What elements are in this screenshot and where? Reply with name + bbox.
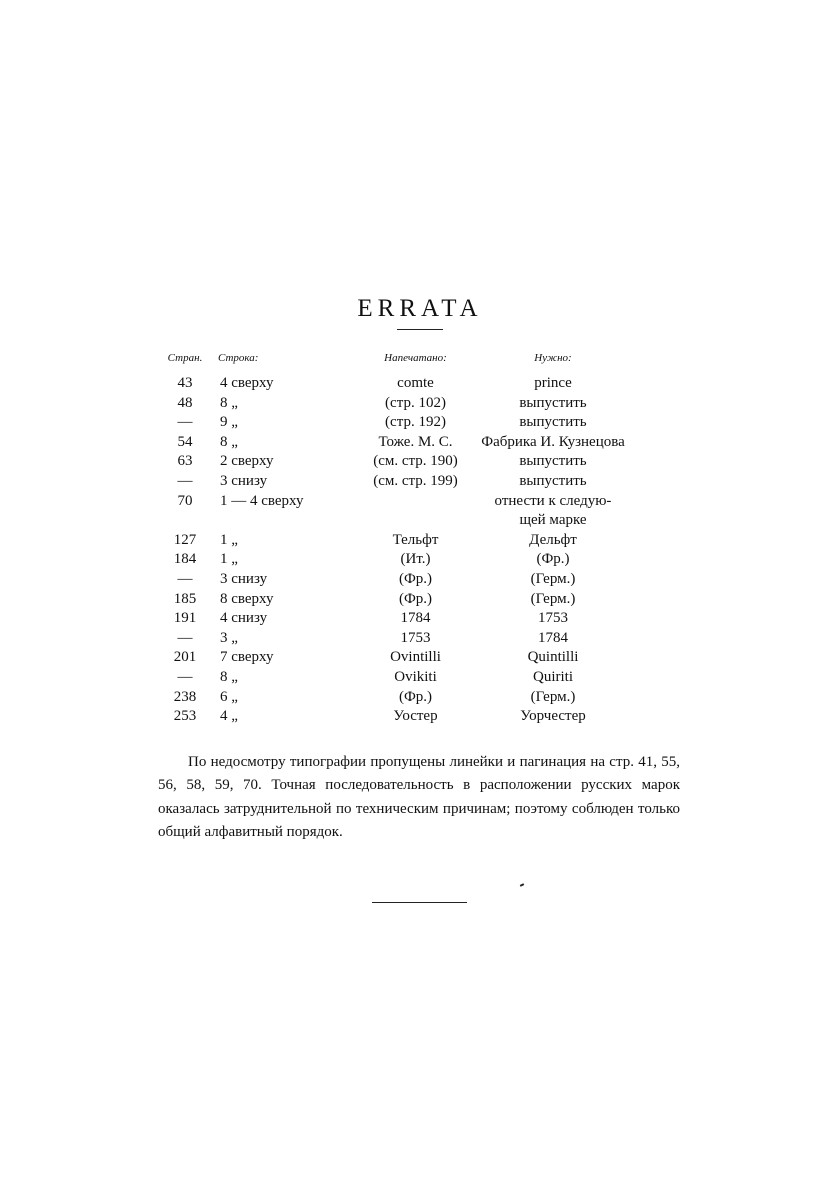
cell-page: 48 (177, 394, 193, 411)
cell-correct: Фабрика И. Кузнецова (481, 433, 625, 450)
cell-page (158, 511, 212, 531)
cell-line: 7 сверху (220, 649, 274, 666)
cell-line: 2 сверху (220, 453, 274, 470)
cell-line: 4 снизу (220, 610, 268, 627)
title-divider (397, 329, 443, 330)
cell-correct: выпустить (519, 472, 587, 489)
cell-line: 1 „ (220, 531, 238, 548)
cell-line: 6 „ (220, 688, 238, 705)
table-row (0, 374, 840, 394)
page-title: ERRATA (357, 294, 483, 322)
cell-line: 8 „ (220, 668, 238, 685)
cell-page: 201 (173, 649, 197, 666)
cell-page: 185 (173, 590, 197, 607)
cell-correct: (Герм.) (530, 688, 576, 705)
table-row (0, 609, 840, 629)
cell-line: 9 „ (220, 414, 238, 431)
table-row (0, 550, 840, 570)
cell-printed: (стр. 192) (385, 414, 446, 431)
table-row (0, 629, 840, 649)
cell-printed (357, 492, 474, 512)
cell-correct: prince (534, 375, 572, 391)
cell-line: 4 сверху (220, 375, 274, 391)
cell-correct: 1784 (538, 629, 568, 646)
cell-line: 3 снизу (220, 472, 268, 489)
cell-page: — (177, 570, 193, 587)
cell-page: 43 (177, 375, 193, 391)
ink-speck (520, 883, 524, 887)
table-row (0, 570, 840, 590)
cell-correct: выпустить (519, 414, 587, 431)
note-paragraph: По недосмотру типографии пропущены линейки и пагинация на стр. 41, 55, 56, 58, 59, 70. Точная последовательность в расположении русских марок оказалась затруднительной по техническим причинам; поэтому соблюден только общий алфавитный порядок. (158, 754, 680, 841)
cell-line: 1 — 4 сверху (220, 492, 304, 509)
cell-page: — (177, 414, 193, 431)
table-row (0, 492, 840, 512)
cell-correct: выпустить (519, 453, 587, 470)
cell-printed: Тельфт (392, 531, 439, 548)
table-row (0, 394, 840, 414)
cell-page: — (177, 668, 193, 685)
bottom-divider (372, 902, 467, 903)
cell-line: 3 „ (220, 629, 238, 646)
cell-page: 70 (177, 492, 193, 509)
cell-printed: 1753 (400, 629, 431, 646)
cell-printed: Ovikiti (394, 668, 437, 685)
cell-correct: (Герм.) (530, 570, 576, 587)
table-row (0, 707, 840, 727)
header-printed: Напечатано: (384, 352, 447, 364)
cell-printed: Тоже. М. С. (378, 433, 453, 450)
cell-correct: (Герм.) (530, 590, 576, 607)
cell-correct: (Фр.) (536, 551, 570, 568)
cell-correct: 1753 (538, 610, 568, 627)
cell-printed: (Фр.) (398, 590, 433, 607)
errata-table (0, 352, 840, 727)
cell-printed: (стр. 102) (385, 394, 446, 411)
cell-printed: 1784 (400, 610, 431, 627)
cell-printed: (см. стр. 199) (373, 472, 458, 489)
cell-correct: выпустить (519, 394, 587, 411)
cell-correct: Quintilli (527, 649, 579, 666)
header-page: Стран. (167, 352, 203, 364)
cell-page: 253 (173, 708, 197, 725)
cell-printed (357, 511, 474, 531)
header-line: Строка: (218, 352, 259, 364)
cell-page: 191 (173, 610, 197, 627)
table-row (0, 433, 840, 453)
table-header-row (0, 352, 840, 374)
cell-correct: Уорчестер (520, 708, 586, 725)
cell-page: 238 (173, 688, 197, 705)
cell-printed: (Фр.) (398, 570, 433, 587)
header-correct: Нужно: (534, 352, 572, 364)
cell-page: — (177, 472, 193, 489)
cell-printed: comte (397, 375, 434, 391)
cell-line: 1 „ (220, 551, 238, 568)
cell-page: 54 (177, 433, 193, 450)
table-row (0, 472, 840, 492)
cell-line: 8 сверху (220, 590, 274, 607)
table-row (0, 668, 840, 688)
cell-correct: отнести к следую- (494, 492, 612, 509)
errata-rows (0, 374, 840, 727)
cell-printed: Уостер (393, 708, 438, 725)
cell-printed: (Ит.) (400, 551, 431, 568)
cell-line: 8 „ (220, 433, 238, 450)
table-row (0, 452, 840, 472)
cell-printed: (Фр.) (398, 688, 433, 705)
cell-page: 184 (173, 551, 197, 568)
cell-line (212, 511, 357, 531)
cell-correct: Quiriti (533, 668, 573, 685)
cell-correct: щей марке (519, 512, 587, 529)
cell-page: 63 (177, 453, 193, 470)
cell-page: 127 (173, 531, 197, 548)
cell-page: — (177, 629, 193, 646)
cell-correct: Дельфт (529, 531, 577, 548)
cell-line: 4 „ (220, 708, 238, 725)
table-row (0, 511, 840, 531)
table-row (0, 688, 840, 708)
table-row (0, 531, 840, 551)
table-row (0, 590, 840, 610)
table-row (0, 648, 840, 668)
cell-line: 8 „ (220, 394, 238, 411)
cell-printed: (см. стр. 190) (373, 453, 458, 470)
cell-line: 3 снизу (220, 570, 268, 587)
cell-printed: Ovintilli (390, 649, 441, 666)
table-row (0, 413, 840, 433)
